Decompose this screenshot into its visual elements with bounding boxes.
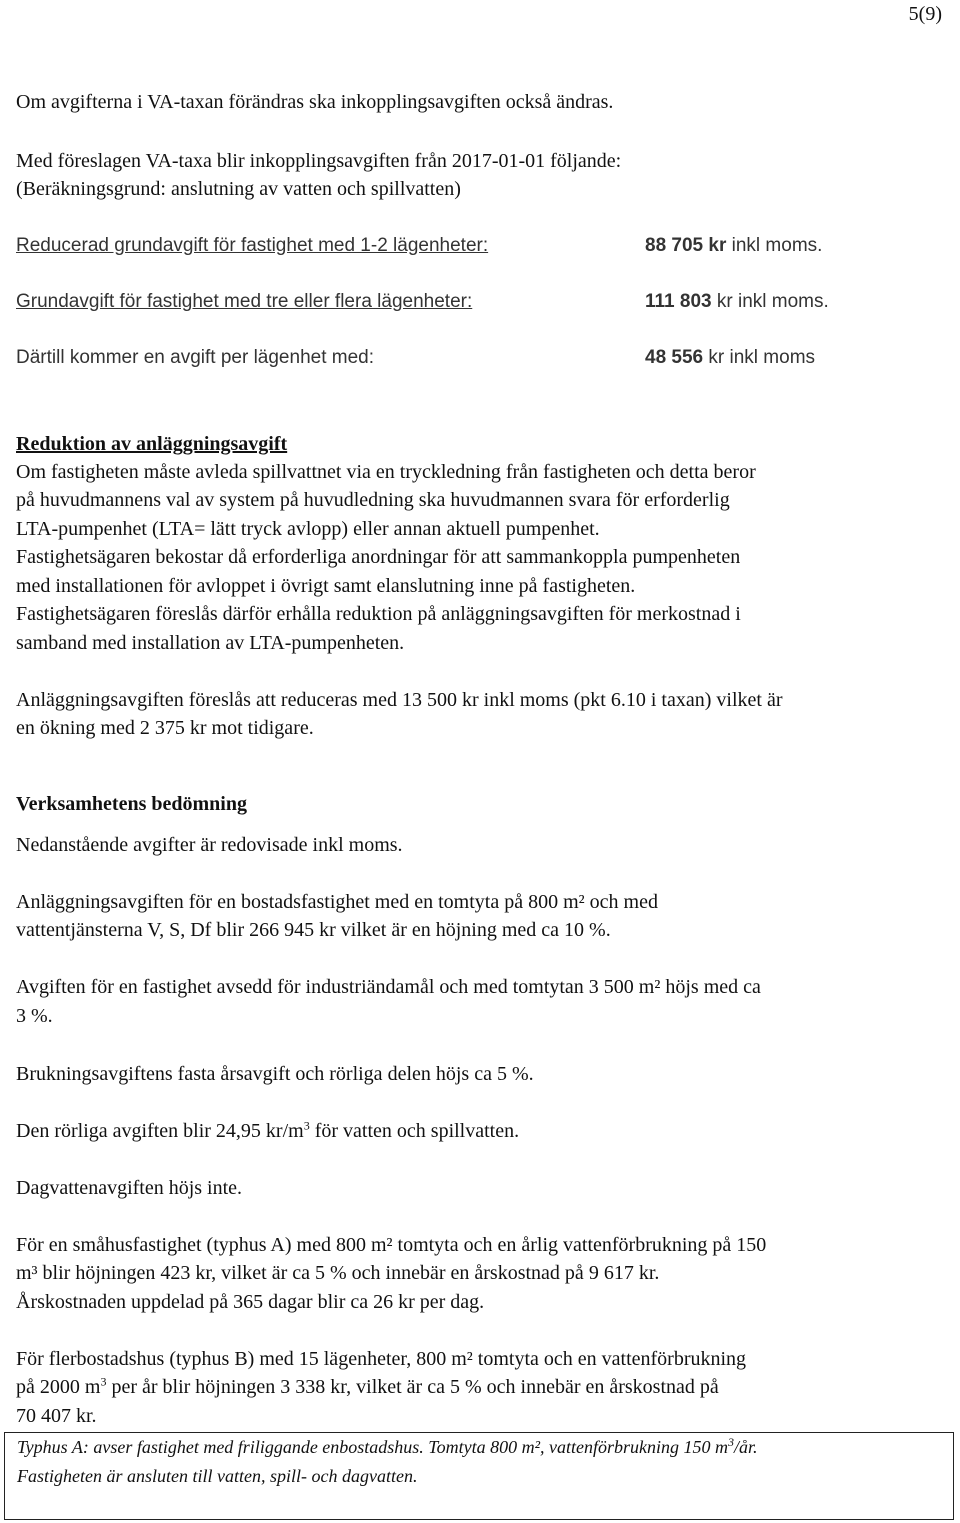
p8-text-post: per år blir höjningen 3 338 kr, vilket är ca 5 % och innebär en årskostnad på [106,1376,719,1398]
bedomning-p3-line-1: Avgiften för en fastighet avsedd för industriändamål och med tomtytan 3 500 m² höjs med ca [16,976,761,998]
bedomning-p4: Brukningsavgiftens fasta årsavgift och rörliga delen höjs ca 5 %. [16,1063,534,1085]
reduktion-line-3: LTA-pumpenhet (LTA= lätt tryck avlopp) eller annan aktuell pumpenhet. [16,518,600,540]
reduktion-p3-line-1: Fastighetsägaren föreslås därför erhålla reduktion på anläggningsavgiften för merkostnad i [16,603,741,625]
fee-amount-reduced [645,232,822,260]
reduktion-line-2: på huvudmannens val av system på huvudledning ska huvudmannen svara för erforderlig [16,489,730,511]
bedomning-p7-line-3: Årskostnaden uppdelad på 365 dagar blir ca 26 kr per dag. [16,1291,485,1313]
reduktion-p3-line-2: samband med installation av LTA-pumpenheten. [16,632,405,654]
fee-amount-bold: 88 705 kr [645,235,727,256]
footnote-superscript: 3 [728,1435,735,1449]
reduktion-p4-line-2: en ökning med 2 375 kr mot tidigare. [16,717,314,739]
bedomning-p8-line-3: 70 407 kr. [16,1405,97,1427]
bedomning-p2-line-1: Anläggningsavgiften för en bostadsfastighet med en tomtyta på 800 m² och med [16,891,658,913]
fee-amount-per-apartment [645,344,815,372]
bedomning-p7-line-2: m³ blir höjningen 423 kr, vilket är ca 5 % och innebär en årskostnad på 9 617 kr. [16,1262,660,1284]
footnote-text-post: /år. [734,1437,758,1457]
p5-text-post: för vatten och spillvatten. [309,1120,520,1142]
reduktion-line-1: Om fastigheten måste avleda spillvattnet via en tryckledning från fastigheten och detta beror [16,461,756,483]
intro-line-1: Om avgifterna i VA-taxan förändras ska inkopplingsavgiften också ändras. [16,91,614,113]
fee-amount-rest: inkl moms. [726,235,823,256]
bedomning-p5 [16,1117,519,1145]
page-number: 5(9) [908,3,942,25]
reduktion-p4-line-1: Anläggningsavgiften föreslås att reduceras med 13 500 kr inkl moms (pkt 6.10 i taxan) vilket är [16,689,783,711]
p8-superscript: 3 [100,1374,107,1389]
fee-label-per-apartment: Därtill kommer en avgift per lägenhet med: [16,347,374,368]
fee-amount-rest: kr inkl moms. [711,291,829,312]
reduktion-p2-line-1: Fastighetsägaren bekostar då erforderliga anordningar för att sammankoppla pumpenheten [16,546,741,568]
bedomning-p8-line-2 [16,1373,719,1401]
reduktion-p2-line-2: med installationen för avloppet i övrigt samt elanslutning inne på fastigheten. [16,575,636,597]
fee-label-reduced: Reducerad grundavgift för fastighet med 1-2 lägenheter: [16,235,489,256]
bedomning-p7-line-1: För en småhusfastighet (typhus A) med 800 m² tomtyta och en årlig vattenförbrukning på 150 [16,1234,767,1256]
fee-amount-bold: 111 803 [645,291,712,312]
bedomning-p8-line-1: För flerbostadshus (typhus B) med 15 lägenheter, 800 m² tomtyta och en vattenförbrukning [16,1348,747,1370]
fee-amount-rest: kr inkl moms [703,347,816,368]
intro-line-3: (Beräkningsgrund: anslutning av vatten och spillvatten) [16,178,461,200]
fee-label-grund: Grundavgift för fastighet med tre eller flera lägenheter: [16,291,473,312]
bedomning-p1: Nedanstående avgifter är redovisade inkl moms. [16,834,403,856]
bedomning-p3-line-2: 3 %. [16,1005,53,1027]
bedomning-p6: Dagvattenavgiften höjs inte. [16,1177,243,1199]
bedomning-heading: Verksamhetens bedömning [16,793,247,815]
bedomning-p2-line-2: vattentjänsterna V, S, Df blir 266 945 kr vilket är en höjning med ca 10 %. [16,919,611,941]
footnote-text-pre: Typhus A: avser fastighet med friliggande enbostadshus. Tomtyta 800 m², vattenförbrukning 150 m [17,1437,729,1457]
p8-text-pre: på 2000 m [16,1376,101,1398]
footnote-line-2: Fastigheten är ansluten till vatten, spill- och dagvatten. [17,1466,418,1486]
reduktion-heading: Reduktion av anläggningsavgift [16,433,288,455]
p5-text-pre: Den rörliga avgiften blir 24,95 kr/m [16,1120,304,1142]
intro-line-2: Med föreslagen VA-taxa blir inkopplingsavgiften från 2017-01-01 följande: [16,150,622,172]
fee-amount-bold: 48 556 [645,347,704,368]
footnote-box [4,1432,954,1520]
p5-superscript: 3 [303,1118,310,1133]
fee-amount-grund [645,288,829,316]
footnote-line-1 [17,1433,758,1461]
